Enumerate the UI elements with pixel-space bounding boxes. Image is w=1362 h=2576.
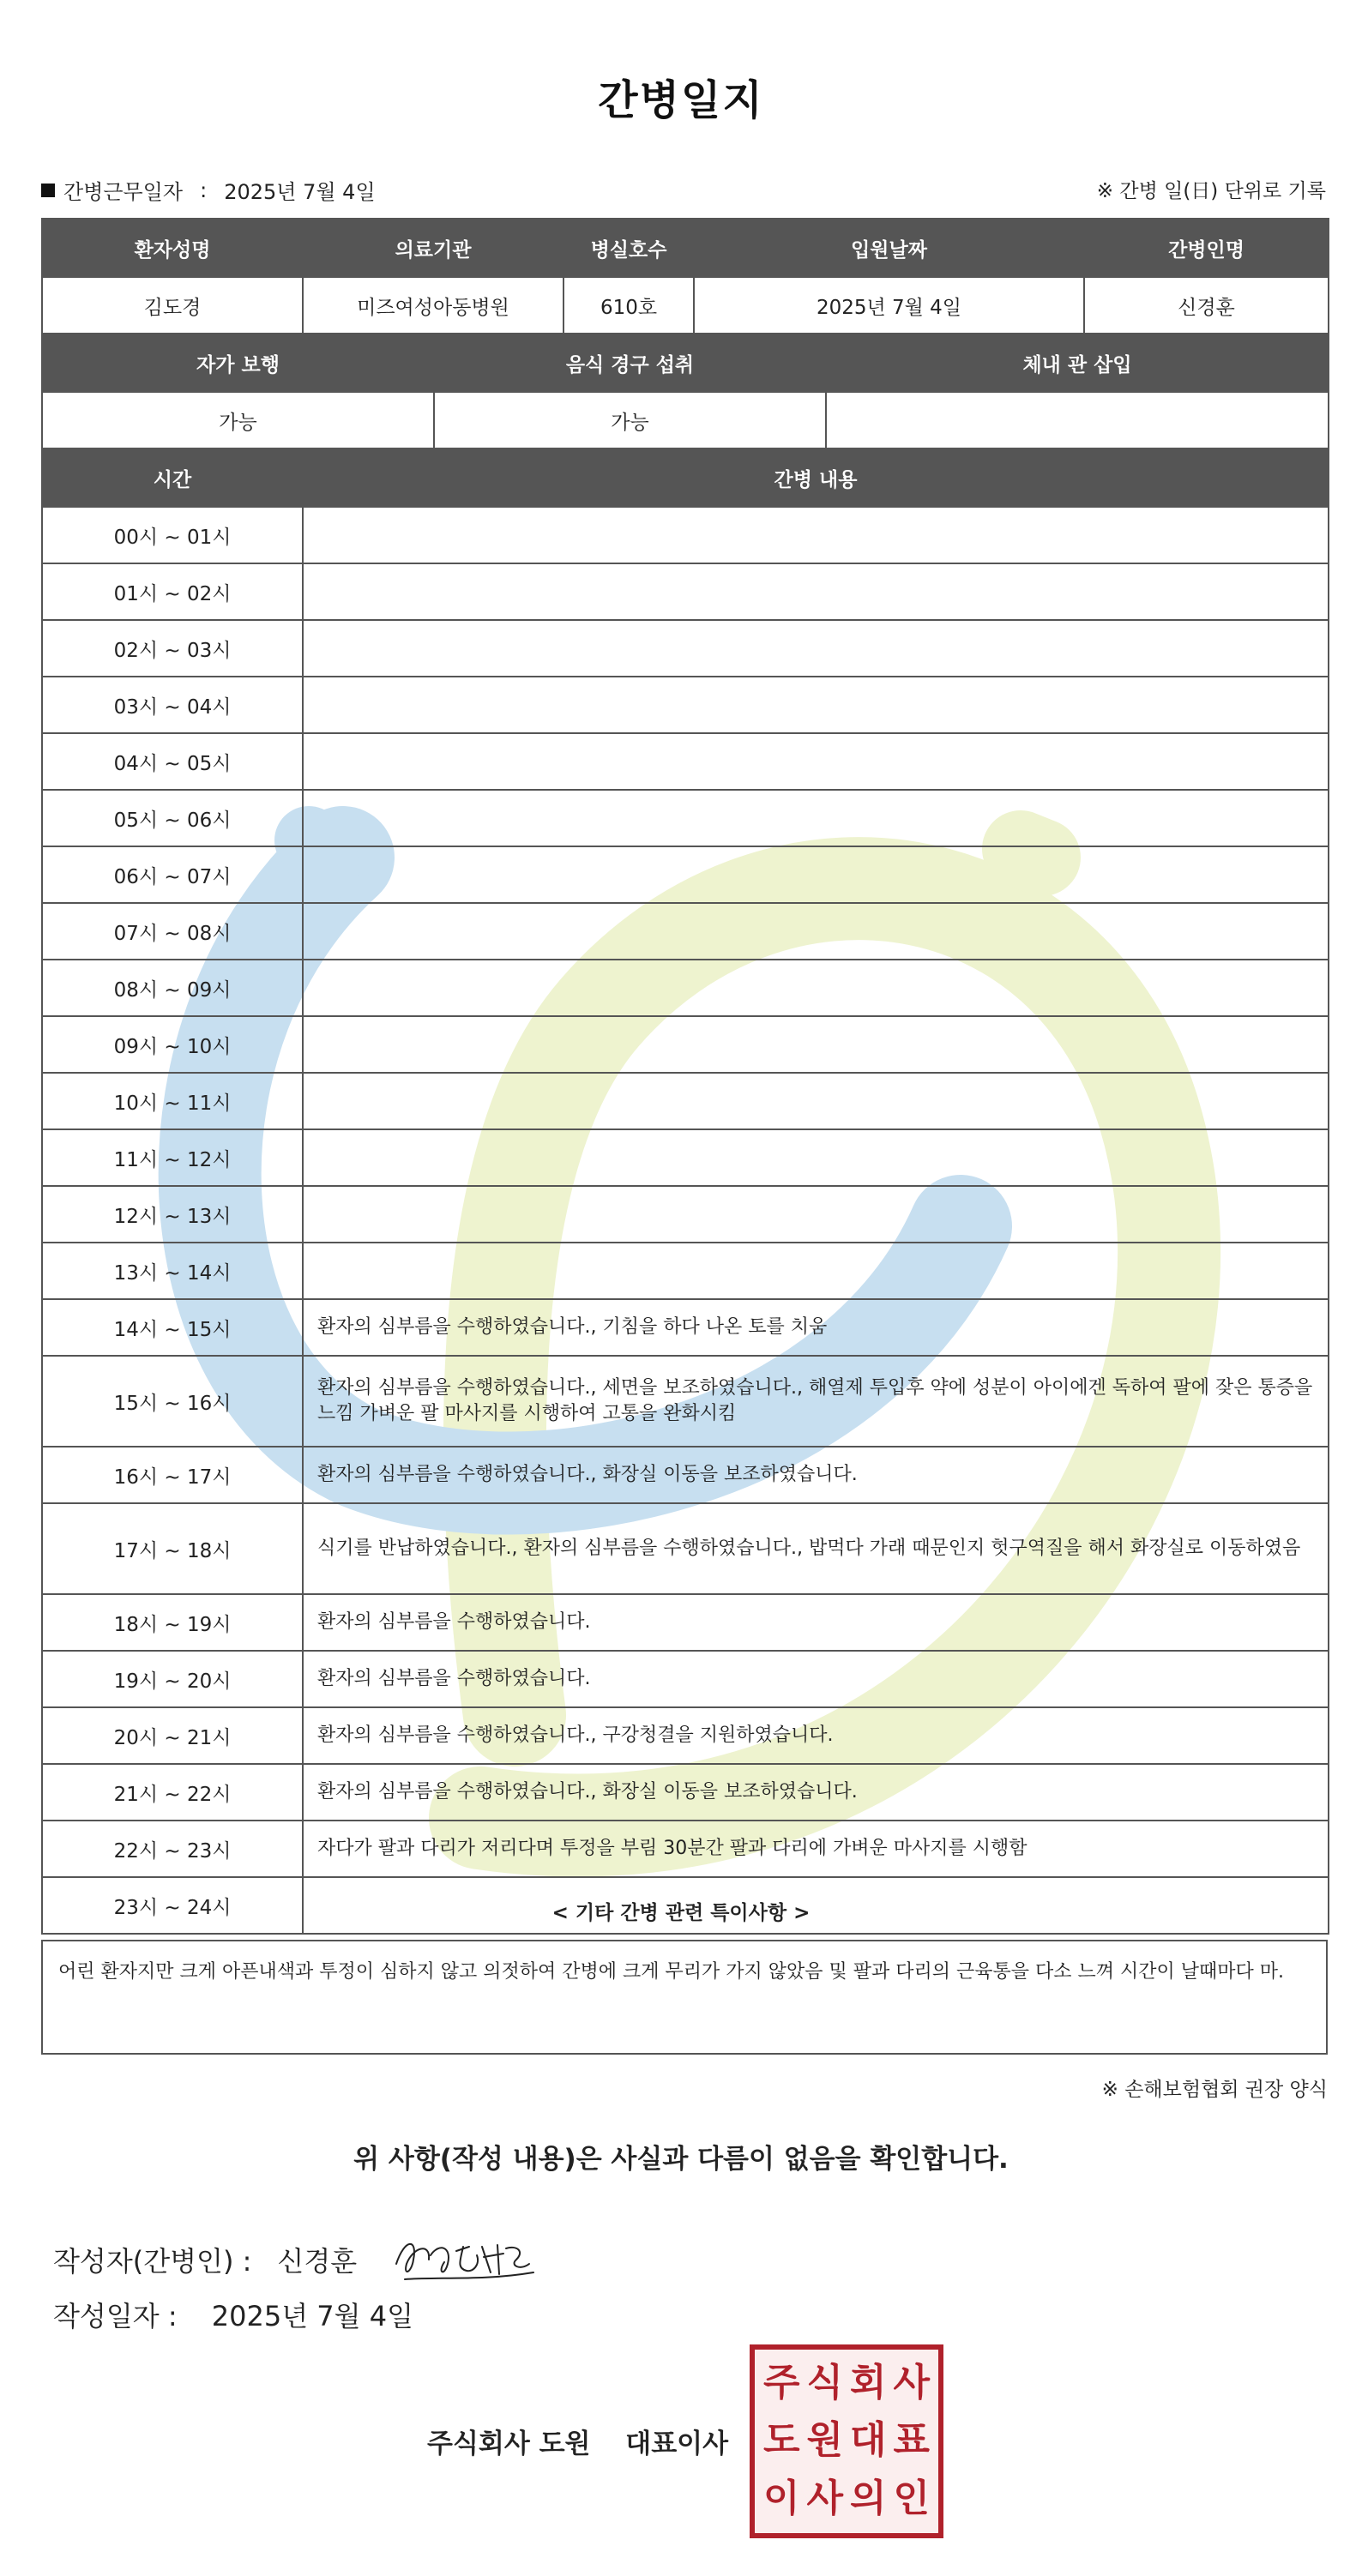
log-time: 19시 ~ 20시 [42,1651,303,1707]
patient-status-table [41,333,1329,449]
log-note [303,960,1329,1016]
table-row [42,903,1329,960]
seal-characters [760,2355,933,2528]
log-note [303,1129,1329,1186]
seal-char: 도 [762,2418,800,2463]
confirmation-statement: 위 사항(작성 내용)은 사실과 다름이 없음을 확인합니다. [353,2144,1009,2175]
seal-char: 표 [893,2418,930,2463]
work-date-label: 간병근무일자 [63,180,184,204]
log-time: 14시 ~ 15시 [42,1299,303,1356]
table-row [42,677,1329,733]
seal-char: 이 [762,2476,800,2520]
log-note [303,1016,1329,1073]
signature-image [388,2230,542,2290]
log-time: 20시 ~ 21시 [42,1707,303,1764]
log-time: 16시 ~ 17시 [42,1447,303,1503]
log-time: 10시 ~ 11시 [42,1073,303,1129]
caregiver-name: 신경훈 [1084,277,1329,334]
write-date-label: 작성일자 : [53,2300,178,2332]
work-date-value: 2025년 7월 4일 [224,180,376,204]
log-note: 환자의 심부름을 수행하였습니다., 기침을 하다 나온 토를 치움 [303,1299,1329,1356]
table-row [42,1821,1329,1877]
log-time: 00시 ~ 01시 [42,507,303,563]
log-note: 환자의 심부름을 수행하였습니다., 구강청결을 지원하였습니다. [303,1707,1329,1764]
table-row [42,507,1329,563]
table-row [42,733,1329,790]
table-row [42,563,1329,620]
log-note [303,846,1329,903]
seal-char: 의 [849,2476,887,2520]
table-row [42,1707,1329,1764]
seal-char: 사 [806,2476,843,2520]
recommended-form-note: ※ 손해보험협회 권장 양식 [1101,2079,1328,2101]
log-note [303,507,1329,563]
table-row [42,846,1329,903]
log-time: 07시 ~ 08시 [42,903,303,960]
table-row [42,1594,1329,1651]
log-time: 04시 ~ 05시 [42,733,303,790]
log-note [303,563,1329,620]
seal-char: 회 [849,2361,887,2404]
table-row [42,1356,1329,1447]
table-row [42,960,1329,1016]
table-row [42,1503,1329,1594]
log-note: 환자의 심부름을 수행하였습니다., 화장실 이동을 보조하였습니다. [303,1764,1329,1821]
header-hospital: 의료기관 [303,219,563,277]
log-note [303,1073,1329,1129]
header-care-content: 간병 내용 [303,448,1329,507]
log-note [303,1243,1329,1299]
log-note: 식기를 반납하였습니다., 환자의 심부름을 수행하였습니다., 밥먹다 가래 때문인지 헛구역질을 해서 화장실로 이동하였음 [303,1503,1329,1594]
log-note: 자다가 팔과 다리가 저리다며 투정을 부림 30분간 팔과 다리에 가벼운 마사지를 시행함 [303,1821,1329,1877]
header-time: 시간 [42,448,303,507]
table-row [42,1243,1329,1299]
log-time: 23시 ~ 24시 [42,1877,303,1934]
tube-insertion-status [826,392,1329,448]
table-row [42,1447,1329,1503]
room-number: 610호 [563,277,694,334]
header-oral-intake: 음식 경구 섭취 [434,334,826,392]
writer-name: 신경훈 [277,2245,358,2278]
log-time: 15시 ~ 16시 [42,1356,303,1447]
company-line [427,2422,728,2460]
bullet-square-icon [41,184,55,197]
company-rep-title: 대표이사 [625,2429,729,2459]
log-time: 13시 ~ 14시 [42,1243,303,1299]
log-note: 환자의 심부름을 수행하였습니다. [303,1651,1329,1707]
patient-info-table [41,218,1329,334]
seal-char: 식 [806,2361,843,2404]
log-time: 03시 ~ 04시 [42,677,303,733]
company-seal-stamp [750,2344,943,2538]
table-row [42,620,1329,677]
log-time: 08시 ~ 09시 [42,960,303,1016]
writer-line [53,2230,542,2290]
log-time: 06시 ~ 07시 [42,846,303,903]
log-time: 17시 ~ 18시 [42,1503,303,1594]
work-date-separator: : [200,178,208,202]
table-row [42,1073,1329,1129]
log-time: 22시 ~ 23시 [42,1821,303,1877]
header-room: 병실호수 [563,219,694,277]
table-row [42,1651,1329,1707]
write-date-value: 2025년 7월 4일 [211,2300,414,2332]
log-time: 02시 ~ 03시 [42,620,303,677]
unit-note: ※ 간병 일(日) 단위로 기록 [1096,180,1326,202]
table-row [42,1299,1329,1356]
log-time: 05시 ~ 06시 [42,790,303,846]
log-time: 11시 ~ 12시 [42,1129,303,1186]
page-title: 간병일지 [598,76,764,124]
header-admission-date: 입원날짜 [694,219,1084,277]
seal-char: 인 [893,2476,930,2520]
log-note [303,1186,1329,1243]
log-note: 환자의 심부름을 수행하였습니다., 화장실 이동을 보조하였습니다. [303,1447,1329,1503]
special-notes-title: < 기타 간병 관련 특이사항 > [551,1902,811,1924]
walking-status: 가능 [42,392,434,448]
header-caregiver: 간병인명 [1084,219,1329,277]
company-name: 주식회사 도원 [427,2429,591,2459]
oral-intake-status: 가능 [434,392,826,448]
table-row [42,1016,1329,1073]
write-date-line [53,2295,413,2334]
admission-date: 2025년 7월 4일 [694,277,1084,334]
hospital-name: 미즈여성아동병원 [303,277,563,334]
table-row [42,1186,1329,1243]
table-row [42,790,1329,846]
log-time: 09시 ~ 10시 [42,1016,303,1073]
seal-char: 주 [762,2361,800,2404]
seal-char: 원 [806,2418,843,2463]
log-note [303,677,1329,733]
seal-char: 대 [849,2418,887,2463]
meta-row [41,175,1326,204]
log-note: 환자의 심부름을 수행하였습니다., 세면을 보조하였습니다., 해열제 투입후 약에 성분이 아이에겐 독하여 팔에 잦은 통증을 느낌 가벼운 팔 마사지를 시행하여 고통을 완화시킴 [303,1356,1329,1447]
special-notes-box: 어린 환자지만 크게 아픈내색과 투정이 심하지 않고 의젓하여 간병에 크게 무리가 가지 않았음 및 팔과 다리의 근육통을 다소 느껴 시간이 날때마다 마. [41,1940,1328,2055]
log-note [303,733,1329,790]
table-row [42,1764,1329,1821]
log-time: 21시 ~ 22시 [42,1764,303,1821]
log-time: 01시 ~ 02시 [42,563,303,620]
log-note [303,620,1329,677]
log-time: 18시 ~ 19시 [42,1594,303,1651]
header-walking: 자가 보행 [42,334,434,392]
care-log-table [41,448,1329,1935]
log-note [303,790,1329,846]
log-note: 환자의 심부름을 수행하였습니다. [303,1594,1329,1651]
seal-char: 사 [893,2361,930,2404]
header-tube-insertion: 체내 관 삽입 [826,334,1329,392]
writer-label: 작성자(간병인) : [53,2245,252,2278]
table-row [42,1129,1329,1186]
log-time: 12시 ~ 13시 [42,1186,303,1243]
log-note [303,903,1329,960]
header-patient-name: 환자성명 [42,219,303,277]
patient-name: 김도경 [42,277,303,334]
